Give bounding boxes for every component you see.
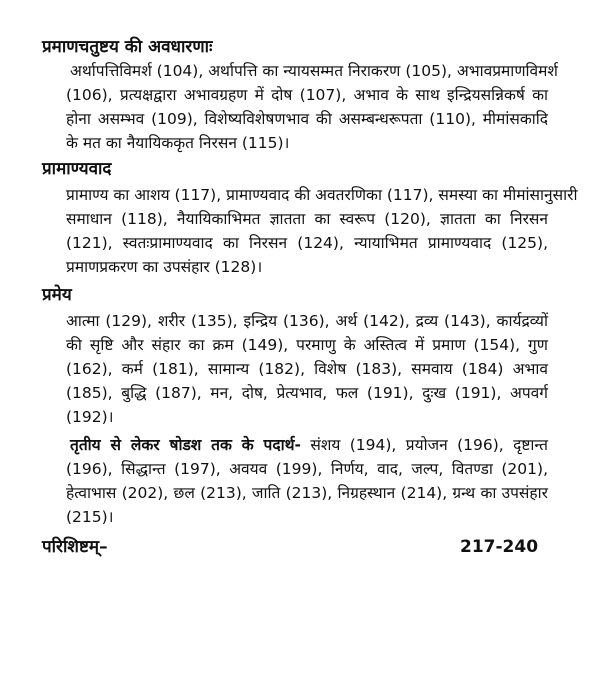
appendix-title: परिशिष्टम्– (42, 537, 108, 557)
section-line: (106), प्रत्यक्षद्वारा अभावग्रहण में दोष (107), अभाव के साथ इन्द्रियसन्निकर्ष का (66, 86, 548, 104)
section-line: प्रामाण्य का आशय (117), प्रामाण्यवाद की अवतरणिका (117), समस्या का मीमांसानुसारी (66, 186, 578, 204)
appendix-pages: 217-240 (460, 537, 539, 557)
section-line: (162), कर्म (181), सामान्य (182), विशेष (183), समवाय (184) अभाव (66, 360, 548, 378)
section-line: अर्थापत्तिविमर्श (104), अर्थापत्ति का न्यायसम्मत निराकरण (105), अभावप्रमाणविमर्श (70, 62, 558, 80)
subsection-label: तृतीय से लेकर षोडश तक के पदार्थ- (70, 436, 301, 454)
subsection-first-line (70, 434, 548, 456)
subsection-line-rest: संशय (194), प्रयोजन (196), दृष्टान्त (300, 436, 548, 454)
section-line: प्रमाणप्रकरण का उपसंहार (128)। (66, 258, 263, 276)
section-heading: प्रामाण्यवाद (42, 159, 112, 179)
section-line: के मत का नैयायिककृत निरसन (115)। (66, 134, 290, 152)
section-heading: प्रमाणचतुष्टय की अवधारणाः (42, 37, 213, 57)
section-line: होना असम्भव (109), विशेष्यविशेषणभाव की असम्बन्धरूपता (110), मीमांसकादि (66, 110, 548, 128)
section-line: आत्मा (129), शरीर (135), इन्द्रिय (136), अर्थ (142), द्रव्य (143), कार्यद्रव्यों (66, 312, 548, 330)
subsection-line: (196), सिद्धान्त (197), अवयव (199), निर्णय, वाद, जल्प, वितण्डा (201), (66, 460, 548, 478)
section-line: (121), स्वतःप्रामाण्यवाद का निरसन (124), न्यायाभिमत प्रामाण्यवाद (125), (66, 234, 548, 252)
section-line: (192)। (66, 408, 114, 426)
subsection-line: (215)। (66, 508, 114, 526)
section-line: समाधान (118), नैयायिकाभिमत ज्ञातता का स्वरूप (120), ज्ञातता का निरसन (66, 210, 548, 228)
section-line: (185), बुद्धि (187), मन, दोष, प्रेत्यभाव, फल (191), दुःख (191), अपवर्ग (66, 384, 548, 402)
section-heading: प्रमेय (42, 285, 72, 305)
subsection-line: हेत्वाभास (202), छल (213), जाति (213), निग्रहस्थान (214), ग्रन्थ का उपसंहार (66, 484, 548, 502)
section-line: की सृष्टि और संहार का क्रम (149), परमाणु के अस्तित्व में प्रमाण (154), गुण (66, 336, 548, 354)
